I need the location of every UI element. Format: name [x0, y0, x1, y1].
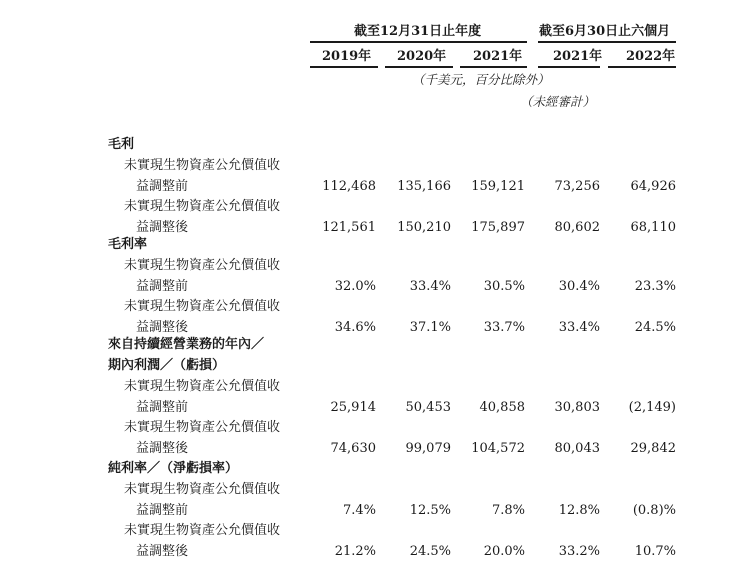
header-group-rule-1: [310, 41, 527, 43]
table-cell: 99,079: [405, 441, 451, 456]
section-title: 期內利潤／（虧損）: [108, 358, 226, 373]
section-title: 純利率／（淨虧損率）: [108, 461, 239, 476]
header-year-rule-5: [608, 66, 676, 68]
row-label: 未實現生物資產公允價值收: [124, 199, 281, 214]
header-year-rule-1: [310, 66, 378, 68]
table-cell: 73,256: [554, 179, 600, 194]
table-cell: 150,210: [397, 220, 451, 235]
header-year-2020: 2020年: [397, 49, 447, 64]
table-cell: 25,914: [330, 400, 376, 415]
table-cell: 20.0%: [483, 544, 525, 559]
table-cell: 10.7%: [634, 544, 676, 559]
section-title: 來自持續經營業務的年內／: [108, 337, 265, 352]
header-group-rule-2: [538, 41, 676, 43]
table-cell: 135,166: [397, 179, 451, 194]
table-cell: 33.4%: [558, 320, 600, 335]
header-year-rule-4: [538, 66, 600, 68]
header-year-rule-2: [385, 66, 453, 68]
table-cell: 112,468: [322, 179, 376, 194]
table-cell: 37.1%: [409, 320, 451, 335]
table-cell: 23.3%: [634, 279, 676, 294]
row-label: 未實現生物資產公允價值收: [124, 420, 281, 435]
row-label: 益調整前: [136, 400, 189, 415]
table-cell: 30.5%: [483, 279, 525, 294]
table-cell: 175,897: [471, 220, 525, 235]
table-cell: 12.8%: [558, 503, 600, 518]
row-label: 未實現生物資產公允價值收: [124, 523, 281, 538]
row-label: 益調整後: [136, 441, 189, 456]
header-year-2019: 2019年: [322, 49, 372, 64]
table-cell: 64,926: [630, 179, 676, 194]
row-label: 益調整前: [136, 279, 189, 294]
row-label: 未實現生物資產公允價值收: [124, 258, 281, 273]
table-cell: 33.7%: [483, 320, 525, 335]
row-label: 未實現生物資產公允價值收: [124, 379, 281, 394]
table-cell: 33.4%: [409, 279, 451, 294]
table-cell: 80,602: [554, 220, 600, 235]
row-label: 益調整前: [136, 503, 189, 518]
table-cell: 40,858: [479, 400, 525, 415]
table-cell: 24.5%: [634, 320, 676, 335]
table-cell: 80,043: [554, 441, 600, 456]
table-cell: 50,453: [405, 400, 451, 415]
table-cell: 104,572: [471, 441, 525, 456]
row-label: 未實現生物資產公允價值收: [124, 158, 281, 173]
row-label: 益調整後: [136, 544, 189, 559]
header-group-year-end: 截至12月31日止年度: [354, 24, 482, 39]
row-label: 益調整後: [136, 220, 189, 235]
table-cell: 21.2%: [334, 544, 376, 559]
header-year-2021-h1: 2021年: [553, 49, 603, 64]
section-title: 毛利率: [108, 237, 148, 252]
table-cell: 34.6%: [334, 320, 376, 335]
row-label: 益調整後: [136, 320, 189, 335]
header-unaudited-note: （未經審計）: [520, 94, 596, 109]
table-cell: 32.0%: [334, 279, 376, 294]
header-group-six-months: 截至6月30日止六個月: [539, 24, 671, 39]
header-unit-note: （千美元，百分比除外）: [412, 72, 550, 87]
table-cell: 30,803: [554, 400, 600, 415]
row-label: 未實現生物資產公允價值收: [124, 482, 281, 497]
section-title: 毛利: [108, 137, 135, 152]
table-cell: 29,842: [630, 441, 676, 456]
table-cell: 33.2%: [558, 544, 600, 559]
table-cell: 159,121: [471, 179, 525, 194]
row-label: 益調整前: [136, 179, 189, 194]
table-cell: 74,630: [330, 441, 376, 456]
table-cell: 30.4%: [558, 279, 600, 294]
table-cell: 7.8%: [491, 503, 525, 518]
table-cell: 24.5%: [409, 544, 451, 559]
header-year-2022-h1: 2022年: [626, 49, 676, 64]
header-year-rule-3: [460, 66, 527, 68]
row-label: 未實現生物資產公允價值收: [124, 299, 281, 314]
table-cell: 68,110: [630, 220, 676, 235]
table-cell: (2,149): [628, 400, 676, 415]
table-cell: 121,561: [322, 220, 376, 235]
table-cell: 12.5%: [409, 503, 451, 518]
table-cell: (0.8)%: [632, 503, 676, 518]
header-year-2021: 2021年: [473, 49, 523, 64]
table-cell: 7.4%: [342, 503, 376, 518]
